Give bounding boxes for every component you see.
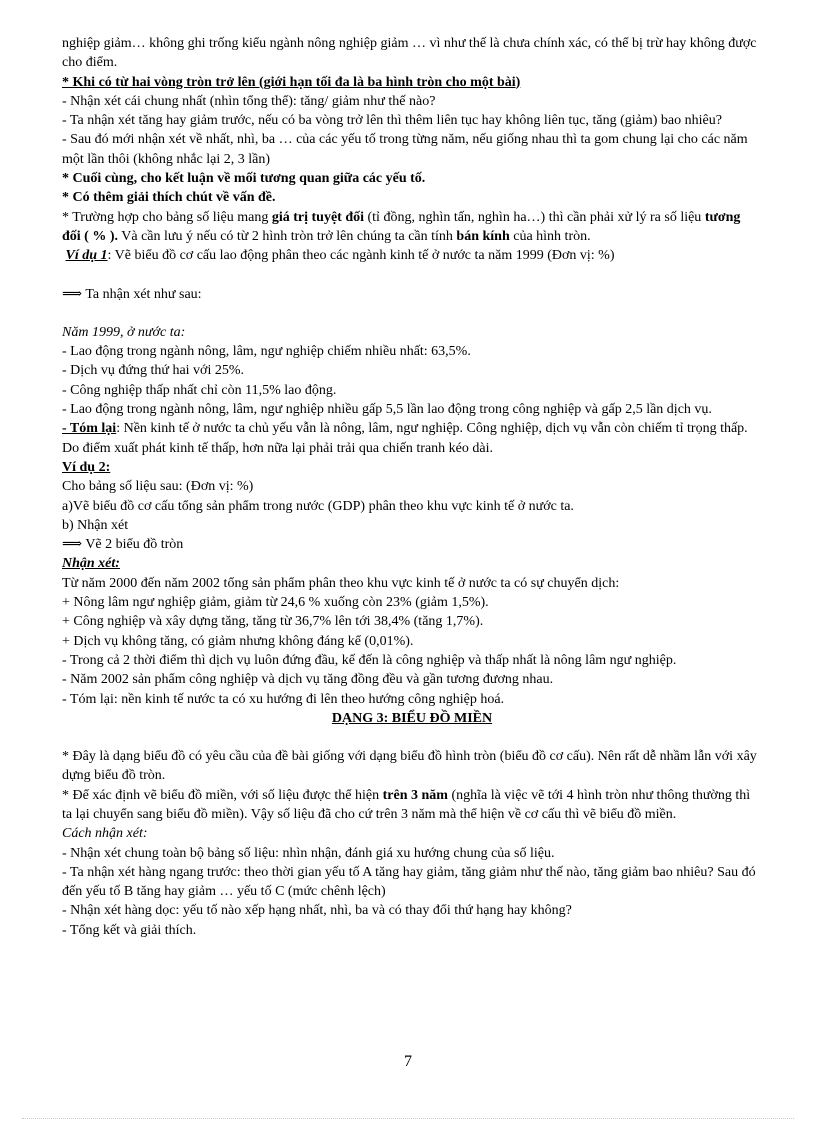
example2-line: a)Vẽ biểu đồ cơ cấu tổng sản phẩm trong nước (GDP) phân theo khu vực kinh tế ở nước ta. — [62, 498, 574, 514]
list-item: Từ năm 2000 đến năm 2002 tổng sản phẩm phân theo khu vực kinh tế ở nước ta có sự chuyển dịch: — [62, 575, 620, 591]
page-number: 7 — [404, 1053, 412, 1070]
explain-note: * Có thêm giải thích chút về vấn đề. — [62, 190, 276, 206]
list-item: - Tổng kết và giải thích. — [62, 922, 197, 938]
list-item: - Trong cả 2 thời điểm thì dịch vụ luôn đứng đầu, kế đến là công nghiệp và thấp nhất là nông lâm ngư nghiệp. — [62, 652, 677, 668]
list-item: - Tóm lại: nền kinh tế nước ta có xu hướng đi lên theo hướng công nghiệp hoá. — [62, 691, 505, 707]
example2-line: Cho bảng số liệu sau: (Đơn vị: %) — [62, 479, 254, 495]
dang3-method-title: Cách nhận xét: — [62, 826, 148, 842]
example1-summary: - Tóm lại: Nền kinh tế ở nước ta chủ yếu vẫn là nông, lâm, ngư nghiệp. Công nghiệp, dịch vụ vẫn còn chiếm tỉ trọng thấp. Do điểm xuất phát kinh tế thấp, hơn nữa lại phải trải qua chiến tranh kéo dài. — [62, 421, 748, 456]
absolute-value-note: * Trường hợp cho bảng số liệu mang giá trị tuyệt đối (tỉ đồng, nghìn tấn, nghìn ha…) thì cần phải xử lý ra số liệu tương đối ( % ). Và cần lưu ý nếu có từ 2 hình tròn trở lên chúng ta cần tính bán kính của hình tròn. — [62, 209, 741, 244]
example1-year-line: Năm 1999, ở nước ta: — [62, 324, 186, 340]
list-item: - Nhận xét chung toàn bộ bảng số liệu: nhìn nhận, đánh giá xu hướng chung của số liệu. — [62, 845, 555, 861]
implies-arrow-icon: ⟹ — [62, 537, 83, 553]
dang3-paragraph: * Đây là dạng biểu đồ có yêu cầu của đề bài giống với dạng biểu đồ hình tròn (biểu đồ cơ cấu). Nên rất dễ nhầm lẫn với xây dựng biểu đồ tròn. — [62, 749, 757, 784]
list-item: - Lao động trong ngành nông, lâm, ngư nghiệp nhiều gấp 5,5 lần lao động trong công nghiệp và gấp 2,5 lần dịch vụ. — [62, 402, 712, 418]
list-item: + Công nghiệp và xây dựng tăng, tăng từ 36,7% lên tới 38,4% (tăng 1,7%). — [62, 614, 484, 630]
dang3-paragraph: * Để xác định vẽ biểu đồ miền, với số liệu được thể hiện trên 3 năm (nghĩa là việc vẽ tới 4 hình tròn như thông thường thì ta lại chuyển sang biểu đồ miền). Vậy số liệu đã cho cứ trên 3 năm mà thể hiện về cơ cấu thì vẽ biểu đồ miền. — [62, 787, 751, 822]
conclusion-note: * Cuối cùng, cho kết luận về mối tương quan giữa các yếu tố. — [62, 171, 426, 187]
list-item: - Nhận xét hàng dọc: yếu tố nào xếp hạng nhất, nhì, ba và có thay đổi thứ hạng hay không? — [62, 903, 572, 919]
list-item: + Dịch vụ không tăng, có giảm nhưng không đáng kể (0,01%). — [62, 633, 414, 649]
intro-paragraph: nghiệp giảm… không ghi trống kiểu ngành nông nghiệp giảm … vì như thế là chưa chính xác, có thể bị trừ hay không được cho điểm. — [62, 36, 757, 71]
implies-arrow-icon: ⟹ — [62, 286, 83, 302]
example2-line: b) Nhận xét — [62, 517, 129, 533]
page-bottom-divider — [22, 1118, 794, 1119]
list-item: - Nhận xét cái chung nhất (nhìn tổng thể): tăng/ giảm như thế nào? — [62, 93, 436, 109]
list-item: - Dịch vụ đứng thứ hai với 25%. — [62, 363, 244, 379]
example1-title: Ví dụ 1: Vẽ biểu đồ cơ cấu lao động phân theo các ngành kinh tế ở nước ta năm 1999 (Đơn vị: %) — [65, 248, 615, 264]
list-item: + Nông lâm ngư nghiệp giảm, giảm từ 24,6 % xuống còn 23% (giảm 1,5%). — [62, 595, 489, 611]
list-item: - Sau đó mới nhận xét về nhất, nhì, ba … của các yếu tố trong từng năm, nếu giống nhau thì ta gom chung lại cho các năm một lần thôi (không nhắc lại 2, 3 lần) — [62, 132, 748, 167]
list-item: - Ta nhận xét hàng ngang trước: theo thời gian yếu tố A tăng hay giảm, tăng giảm như thế nào, tăng giảm bao nhiêu? Sau đó đến yếu tố B tăng hay giảm … yếu tố C (mức chênh lệch) — [62, 864, 756, 900]
list-item: - Năm 2002 sản phẩm công nghiệp và dịch vụ tăng đồng đều và gần tương đương nhau. — [62, 672, 554, 688]
example2-title: Ví dụ 2: — [62, 459, 111, 475]
section-multi-title: * Khi có từ hai vòng tròn trở lên (giới hạn tối đa là ba hình tròn cho một bài) — [62, 74, 521, 90]
document-page — [62, 34, 762, 940]
list-item: - Lao động trong ngành nông, lâm, ngư nghiệp chiếm nhiều nhất: 63,5%. — [62, 344, 471, 360]
example1-remark: ⟹ Ta nhận xét như sau: — [62, 286, 202, 302]
dang3-heading: DẠNG 3: BIỂU ĐỒ MIỀN — [331, 710, 493, 726]
example2-remark-title: Nhận xét: — [62, 556, 120, 572]
list-item: - Công nghiệp thấp nhất chỉ còn 11,5% lao động. — [62, 382, 337, 398]
example2-draw: ⟹ Vẽ 2 biểu đồ tròn — [62, 537, 184, 553]
list-item: - Ta nhận xét tăng hay giảm trước, nếu có ba vòng trở lên thì thêm liên tục hay không liên tục, tăng (giảm) bao nhiêu? — [62, 113, 722, 129]
